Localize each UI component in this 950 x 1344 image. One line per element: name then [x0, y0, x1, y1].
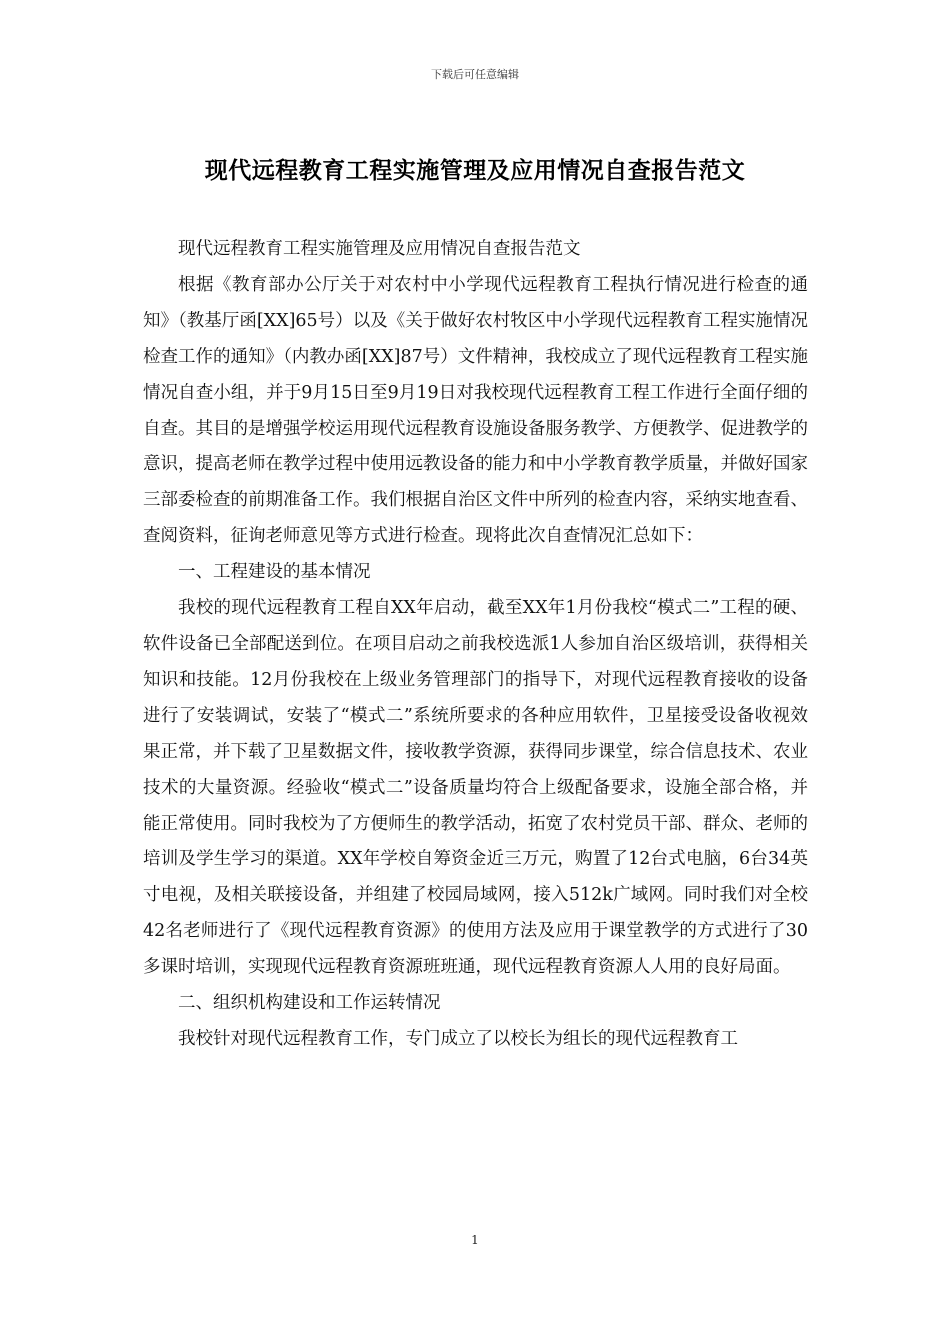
- section-heading-2: 二、组织机构建设和工作运转情况: [178, 993, 441, 1014]
- section-2-paragraph: 我校针对现代远程教育工作，专门成立了以校长为组长的现代远程教育工: [178, 1028, 738, 1049]
- document-title: 现代远程教育工程实施管理及应用情况自查报告范文: [204, 157, 746, 184]
- document-body: [143, 232, 808, 1058]
- subtitle-paragraph: 现代远程教育工程实施管理及应用情况自查报告范文: [178, 239, 581, 259]
- intro-paragraph: 根据《教育部办公厅关于对农村中小学现代远程教育工程执行情况进行检查的通知》（教基厅函[XX]65号）以及《关于做好农村牧区中小学现代远程教育工程实施情况检查工作的通知》（内教办函[XX]87号）文件精神，我校成立了现代远程教育工程实施情况自查小组，并于9月15日至9月19日对我校现代远程教育工程工作进行全面仔细的自查。其目的是增强学校运用现代远程教育设施设备服务教学、方便教学、促进教学的意识，提高老师在教学过程中使用远教设备的能力和中小学教育教学质量，并做好国家三部委检查的前期准备工作。我们根据自治区文件中所列的检查内容，采纳实地查看、查阅资料，征询老师意见等方式进行检查。现将此次自查情况汇总如下：: [143, 274, 808, 547]
- section-1-paragraph: 我校的现代远程教育工程自XX年启动，截至XX年1月份我校“模式二”工程的硬、软件设备已全部配送到位。在项目启动之前我校选派1人参加自治区级培训，获得相关知识和技能。12月份我校在上级业务管理部门的指导下，对现代远程教育接收的设备进行了安装调试，安装了“模式二”系统所要求的各种应用软件，卫星接受设备收视效果正常，并下载了卫星数据文件，接收教学资源，获得同步课堂，综合信息技术、农业技术的大量资源。经验收“模式二”设备质量均符合上级配备要求，设施全部合格，并能正常使用。同时我校为了方便师生的教学活动，拓宽了农村党员干部、群众、老师的培训及学生学习的渠道。XX年学校自筹资金近三万元，购置了12台式电脑，6台34英寸电视，及相关联接设备，并组建了校园局域网，接入512k广域网。同时我们对全校42名老师进行了《现代远程教育资源》的使用方法及应用于课堂教学的方式进行了30多课时培训，实现现代远程教育资源班班通，现代远程教育资源人人用的良好局面。: [143, 598, 808, 978]
- section-heading-1: 一、工程建设的基本情况: [178, 562, 371, 583]
- page-number: 1: [471, 1233, 479, 1247]
- header-note: 下载后可任意编辑: [431, 68, 519, 81]
